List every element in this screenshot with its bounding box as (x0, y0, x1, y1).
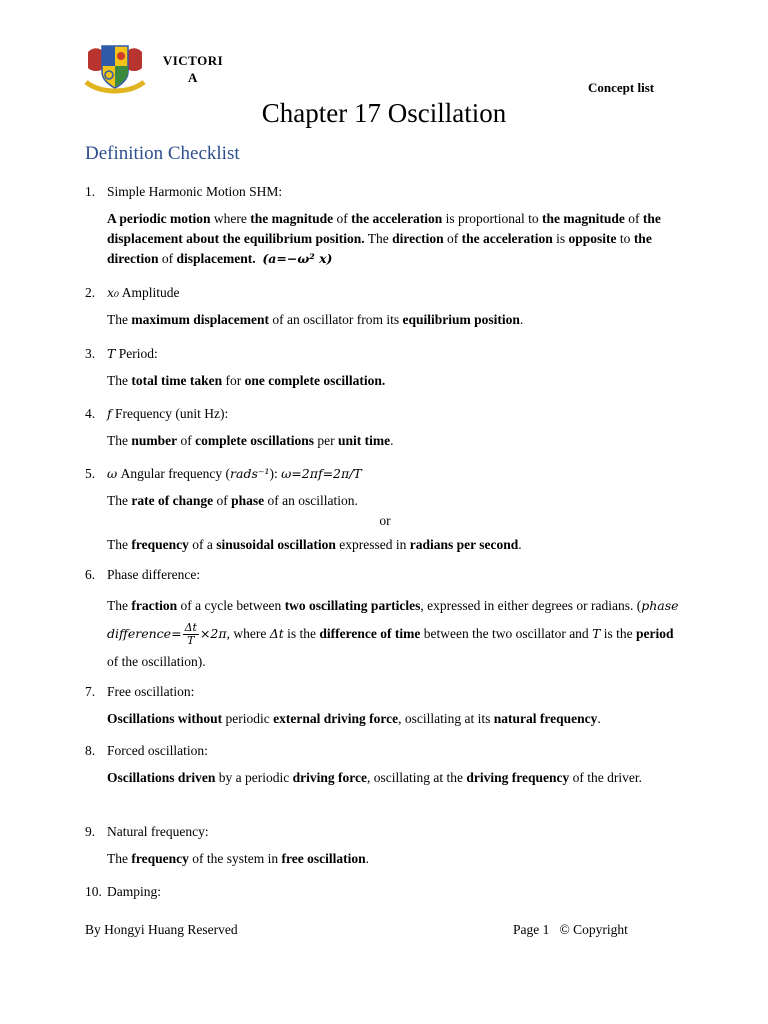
fraction (183, 622, 199, 647)
text-run: . (518, 537, 522, 552)
bold-term: Oscillations driven (107, 770, 216, 785)
bold-term: external driving force (273, 711, 399, 726)
text-run: to (616, 231, 634, 246)
item-symbol: T (107, 346, 116, 361)
rich-text (107, 211, 661, 266)
footer-page-info (513, 921, 628, 938)
text-run: Δt (269, 626, 284, 641)
item-number: 4. (85, 406, 96, 421)
item-number: 5. (85, 466, 96, 481)
section-heading: Definition Checklist (85, 143, 240, 164)
bold-term: the displacement about the equilibrium position. (107, 211, 661, 246)
rich-text (107, 711, 601, 726)
page-title: Chapter 17 Oscillation (261, 98, 507, 128)
bold-term: period (636, 626, 674, 641)
bold-term: total time taken (131, 373, 223, 388)
text-run: is the (283, 626, 320, 641)
bold-term: natural frequency (493, 711, 598, 726)
text-run: , oscillating at the (367, 770, 467, 785)
item-title: Frequency (unit Hz): (111, 406, 229, 421)
bold-term: fraction (131, 598, 178, 613)
text-run: The (107, 373, 132, 388)
footer-author: By Hongyi Huang Reserved (85, 922, 238, 937)
text-run: of (443, 231, 462, 246)
item-title: Amplitude (119, 285, 180, 300)
text-run: The (107, 598, 132, 613)
text-run: between the two oscillator and (420, 626, 593, 641)
text-run: of the oscillation). (107, 654, 206, 669)
text-run: of (177, 433, 196, 448)
bold-term: the magnitude (250, 211, 334, 226)
list-item (85, 464, 685, 555)
text-run: is (552, 231, 569, 246)
text-run: of (333, 211, 352, 226)
bold-term: difference of time (319, 626, 421, 641)
school-crest-logo (80, 38, 150, 98)
list-item (85, 344, 685, 391)
item-title: Forced oscillation: (107, 743, 208, 758)
text-run: is proportional to (442, 211, 542, 226)
rich-text (107, 537, 522, 552)
item-definition (107, 768, 685, 788)
text-run: . (390, 433, 394, 448)
bold-term: frequency (131, 851, 189, 866)
text-run: of (213, 493, 232, 508)
text-run: . (519, 312, 524, 327)
text-run: of a cycle between (177, 598, 285, 613)
text-run: of an oscillation. (264, 493, 358, 508)
list-item (85, 741, 685, 788)
list-item (85, 565, 685, 676)
item-title: Natural frequency: (107, 824, 209, 839)
bold-term: maximum displacement (131, 312, 269, 327)
item-title: Phase difference: (107, 567, 201, 582)
list-item (85, 822, 685, 869)
school-name (153, 52, 233, 86)
item-number: 3. (85, 346, 96, 361)
item-symbol: ω (107, 466, 118, 481)
bold-term: Oscillations without (107, 711, 223, 726)
bold-term: the direction (107, 231, 652, 266)
item-unit: rads⁻¹ (230, 466, 270, 481)
bold-term: displacement. (176, 251, 256, 266)
bold-term: the acceleration (461, 231, 553, 246)
item-formula: ω=2πf=2π/T (281, 466, 362, 481)
rich-text (107, 598, 641, 613)
bold-term: A periodic motion (107, 211, 211, 226)
list-item (85, 404, 685, 451)
text-run: by a periodic (215, 770, 293, 785)
or-separator: or (379, 513, 391, 528)
bold-term: rate of change (131, 493, 214, 508)
rich-text (107, 433, 394, 448)
school-name-line2: A (188, 70, 198, 85)
concept-list-label: Concept list (588, 80, 655, 95)
item-number: 2. (85, 285, 96, 300)
item-symbol: x₀ (107, 285, 120, 300)
item-number: 10. (85, 884, 102, 899)
text-run: . (365, 851, 369, 866)
bold-term: equilibrium position (402, 312, 520, 327)
text-run: for (222, 373, 245, 388)
text-run: periodic (222, 711, 274, 726)
text-run: The (107, 312, 132, 327)
item-number: 7. (85, 684, 96, 699)
rich-text (107, 493, 358, 508)
item-title: Angular frequency ( (117, 466, 231, 481)
rich-text (107, 373, 385, 388)
bold-term: number (131, 433, 178, 448)
bold-term: complete oscillations (195, 433, 314, 448)
item-definition-alt (107, 535, 685, 555)
list-item (85, 283, 685, 330)
text-run: T (592, 626, 601, 641)
item-definition (107, 209, 685, 269)
item-title: Period: (115, 346, 158, 361)
item-number: 9. (85, 824, 96, 839)
list-item (85, 182, 685, 269)
text-run: The (107, 433, 132, 448)
item-definition (107, 709, 685, 729)
bold-term: two oscillating particles (284, 598, 421, 613)
text-run: is the (600, 626, 637, 641)
fraction-denominator: T (187, 634, 195, 648)
list-item (85, 682, 685, 729)
text-run: . (597, 711, 601, 726)
bold-term: phase (231, 493, 265, 508)
bold-term: radians per second (409, 537, 519, 552)
text-run: of (624, 211, 643, 226)
text-run: , expressed in either degrees or radians. ( (420, 598, 642, 613)
bold-term: driving force (292, 770, 367, 785)
item-definition (107, 491, 685, 511)
text-run: The (107, 537, 132, 552)
text-run: The (107, 851, 132, 866)
bold-term: driving frequency (466, 770, 570, 785)
item-title: Simple Harmonic Motion SHM: (107, 184, 283, 199)
text-run: per (314, 433, 338, 448)
item-definition (107, 849, 685, 869)
page-number: Page 1 (513, 922, 550, 937)
text-run: of an oscillator from its (269, 312, 403, 327)
text-run: of the driver. (569, 770, 642, 785)
item-definition (107, 592, 685, 676)
text-run: of (158, 251, 177, 266)
item-number: 6. (85, 567, 96, 582)
rich-text (107, 851, 369, 866)
text-run: of a (188, 537, 217, 552)
rich-text (107, 770, 642, 785)
text-run: expressed in (335, 537, 410, 552)
formula-rhs: ×2π (199, 626, 227, 641)
copyright: © Copyright (559, 922, 628, 937)
bold-term: unit time (338, 433, 391, 448)
bold-term: the acceleration (351, 211, 443, 226)
item-number: 1. (85, 184, 96, 199)
text-run: of the system in (188, 851, 282, 866)
bold-term: direction (392, 231, 444, 246)
fraction-numerator: Δt (184, 621, 197, 635)
list-item (85, 882, 685, 902)
item-definition (107, 371, 685, 391)
item-number: 8. (85, 743, 96, 758)
text-run: , where (226, 626, 270, 641)
item-title-tail: ): (269, 466, 282, 481)
item-definition (107, 310, 685, 330)
item-formula: (a=−ω² x) (262, 251, 333, 266)
bold-term: frequency (131, 537, 189, 552)
formula-lhs: phase difference= (107, 598, 679, 641)
rich-text (107, 312, 523, 327)
bold-term: opposite (568, 231, 617, 246)
text-run: where (210, 211, 251, 226)
item-definition (107, 431, 685, 451)
bold-term: free oscillation (281, 851, 366, 866)
bold-term: one complete oscillation. (244, 373, 386, 388)
school-name-line1: VICTORI (162, 53, 224, 68)
text-run: The (364, 231, 393, 246)
text-run: , oscillating at its (398, 711, 494, 726)
item-title: Damping: (107, 884, 161, 899)
item-symbol: f (107, 406, 112, 421)
bold-term: sinusoidal oscillation (216, 537, 336, 552)
item-title: Free oscillation: (107, 684, 195, 699)
bold-term: the magnitude (541, 211, 625, 226)
text-run: The (107, 493, 132, 508)
